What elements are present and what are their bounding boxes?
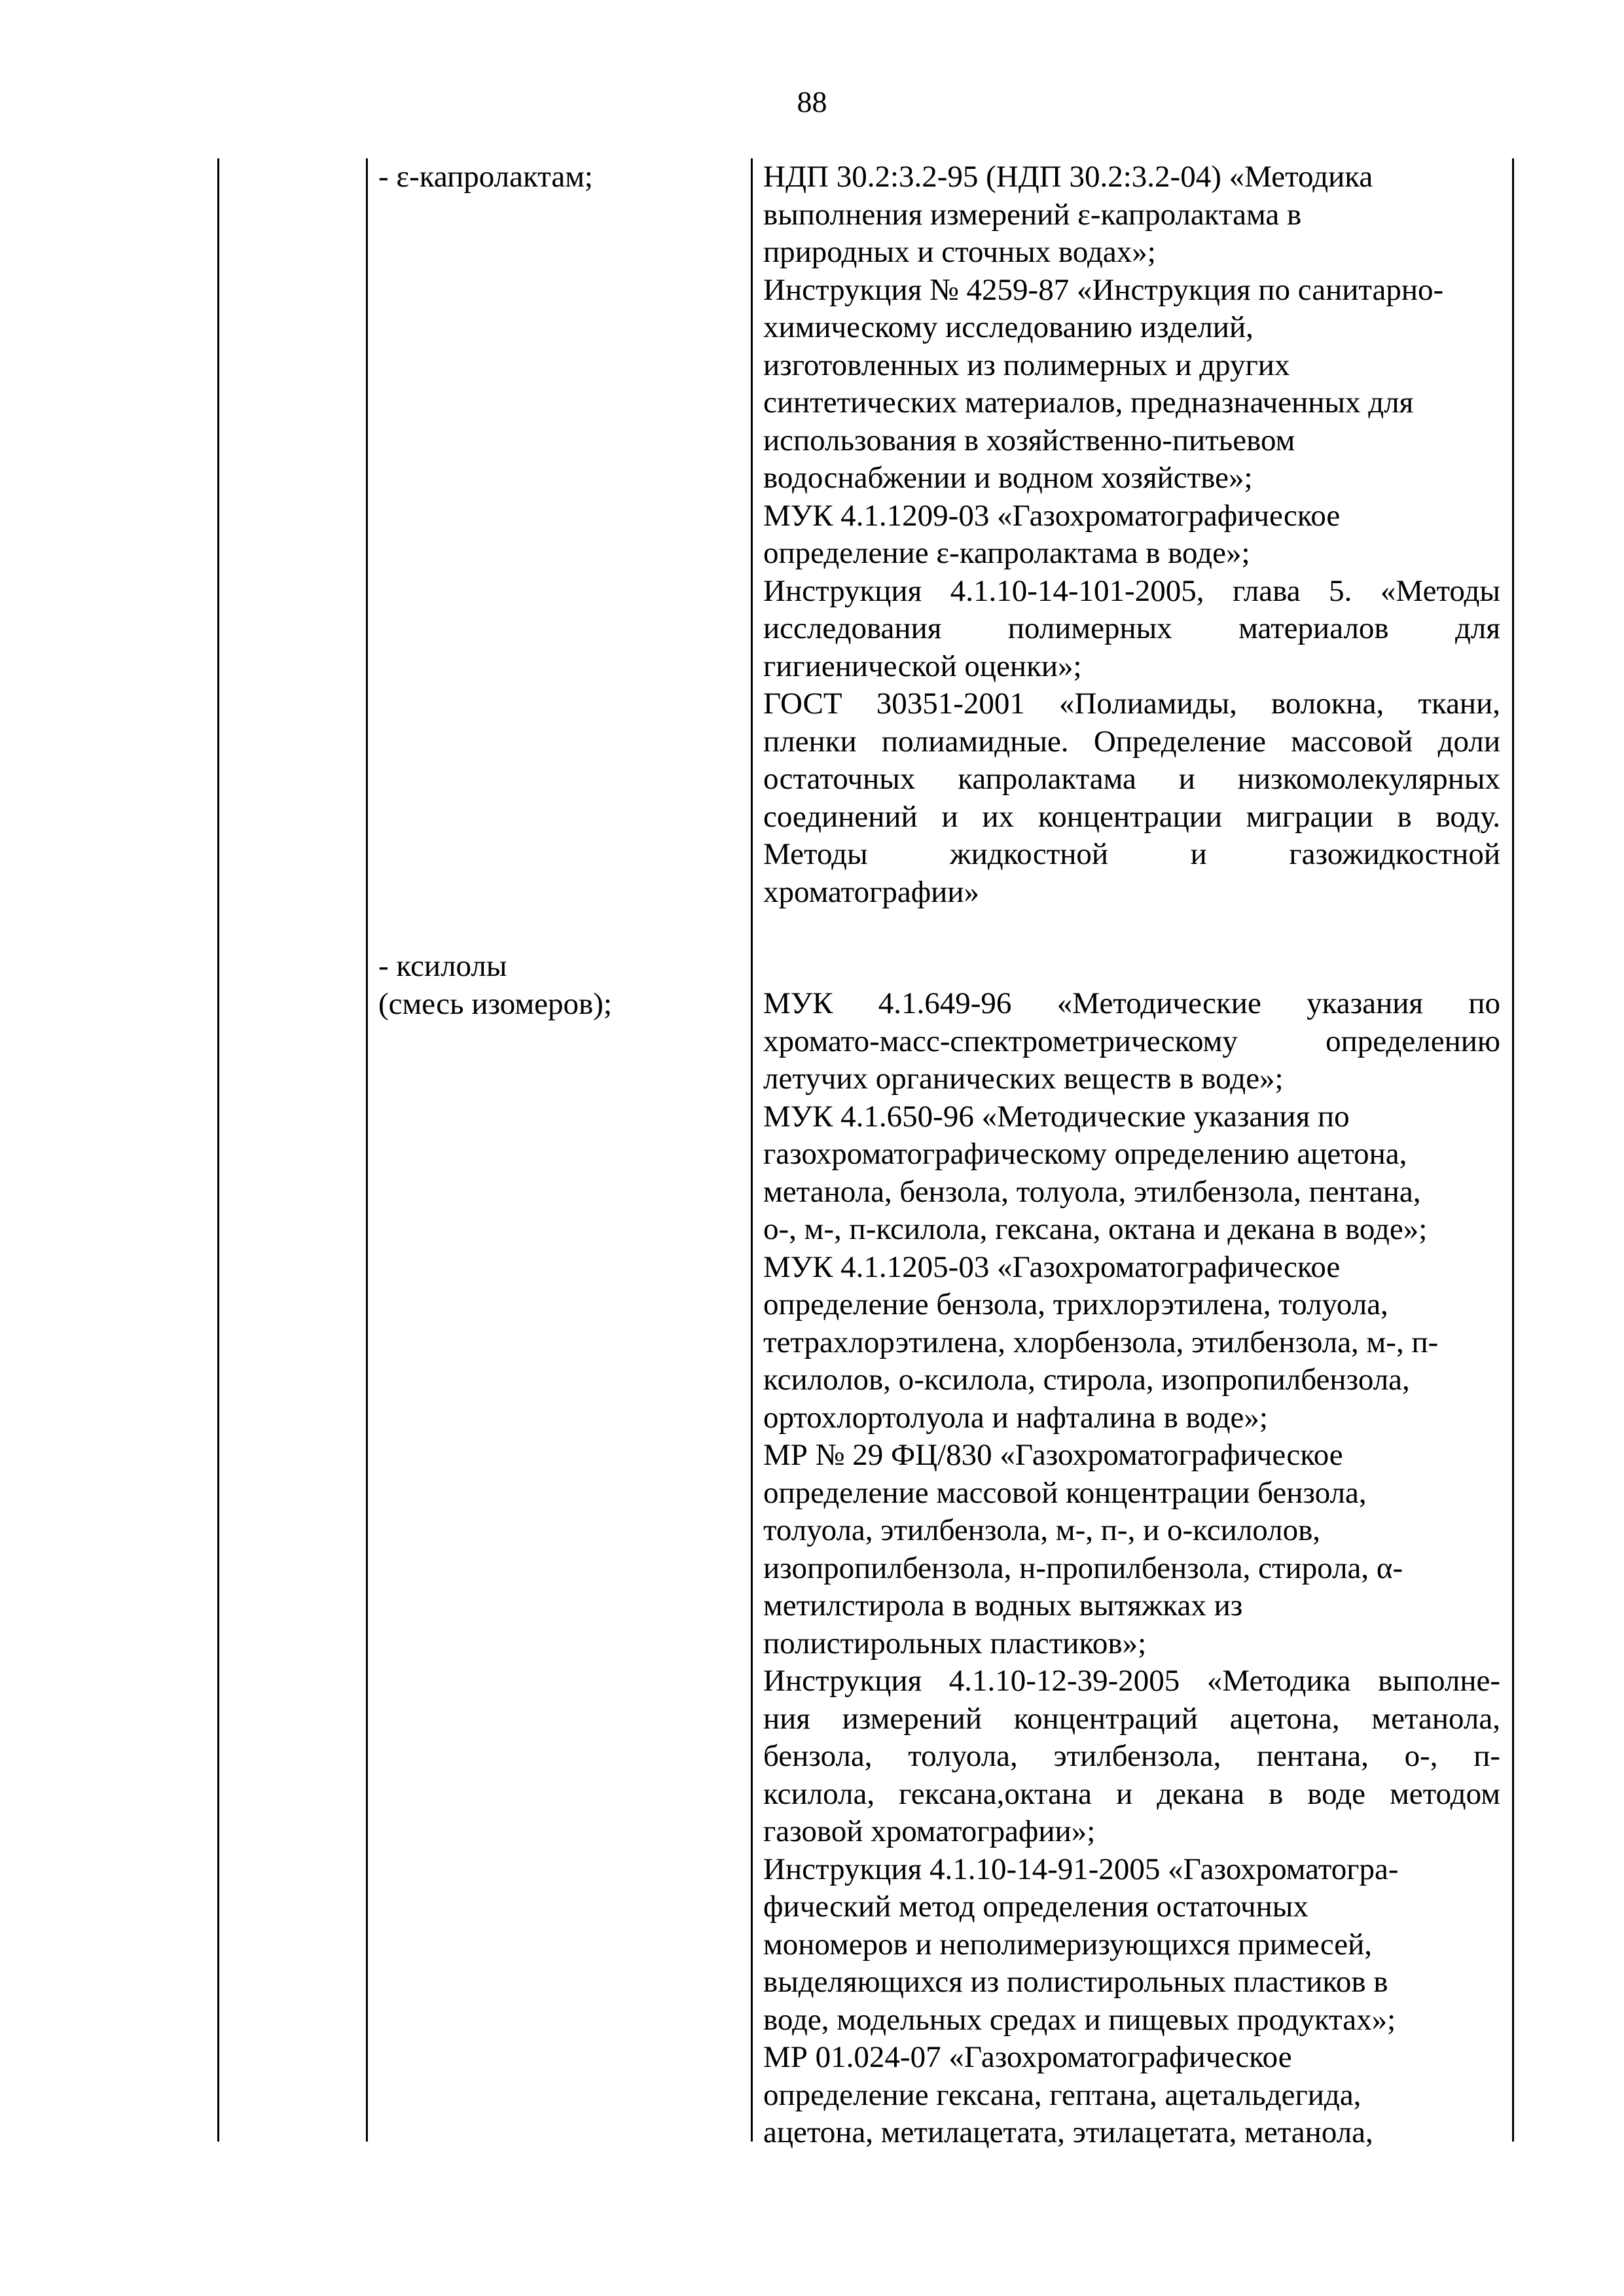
- method-line: фический метод определения остаточных: [763, 1890, 1308, 1924]
- method-line: МУК 4.1.1205-03 «Газохроматографическое: [763, 1249, 1341, 1284]
- method-line: МР № 29 ФЦ/830 «Газохроматографическое: [763, 1438, 1343, 1472]
- method-line: Инструкция 4.1.10-12-39-2005 «Методика выполне-: [763, 1664, 1500, 1698]
- method-line: хроматографии»: [763, 874, 979, 909]
- substance-cell-xylenes: [378, 948, 738, 1023]
- method-line: Методы жидкостной и газожидкостной: [763, 837, 1500, 871]
- substance-line: (смесь изомеров);: [378, 986, 612, 1021]
- method-line: ксилола, гексана,октана и декана в воде методом: [763, 1776, 1500, 1811]
- method-line: синтетических материалов, предназначенных для: [763, 386, 1414, 420]
- table-column-divider-2: [751, 158, 753, 2142]
- method-line: Инструкция 4.1.10-14-91-2005 «Газохроматогра-: [763, 1852, 1399, 1886]
- method-line: выделяющихся из полистирольных пластиков в: [763, 1965, 1388, 1999]
- method-line: летучих органических веществ в воде»;: [763, 1062, 1284, 1096]
- page-number: 88: [797, 85, 827, 118]
- method-line: Инструкция № 4259-87 «Инструкция по санитарно-: [763, 272, 1444, 307]
- method-line: определение ε-капролактама в воде»;: [763, 536, 1250, 570]
- method-line: метилстирола в водных вытяжках из: [763, 1588, 1243, 1623]
- method-line: МУК 4.1.649-96 «Методические указания по: [763, 986, 1500, 1020]
- method-line: выполнения измерений ε-капролактама в: [763, 197, 1302, 232]
- method-line: газовой хроматографии»;: [763, 1814, 1096, 1848]
- method-cell-xylenes: [763, 985, 1500, 2152]
- method-line: природных и сточных водах»;: [763, 235, 1156, 269]
- method-line: остаточных капролактама и низкомолекулярных: [763, 762, 1500, 796]
- method-line: ксилолов, о-ксилола, стирола, изопропилбензола,: [763, 1363, 1410, 1397]
- method-line: метанола, бензола, толуола, этилбензола, пентана,: [763, 1174, 1421, 1209]
- table-column-divider-1: [366, 158, 368, 2142]
- method-line: о-, м-, п-ксилола, гексана, октана и декана в воде»;: [763, 1212, 1428, 1246]
- method-line: определение гексана, гептана, ацетальдегида,: [763, 2077, 1362, 2112]
- method-cell-caprolactam: [763, 158, 1500, 911]
- method-line: толуола, этилбензола, м-, п-, и о-ксилолов,: [763, 1513, 1321, 1547]
- method-line: изготовленных из полимерных и других: [763, 348, 1290, 382]
- table-border-left: [217, 158, 219, 2142]
- method-line: ортохлортолуола и нафталина в воде»;: [763, 1400, 1268, 1435]
- method-line: изопропилбензола, н-пропилбензола, стирола, α-: [763, 1551, 1403, 1585]
- method-line: мономеров и неполимеризующихся примесей,: [763, 1927, 1373, 1962]
- method-line: использования в хозяйственно-питьевом: [763, 423, 1295, 457]
- substance-cell-caprolactam: [378, 158, 738, 196]
- method-line: МУК 4.1.650-96 «Методические указания по: [763, 1099, 1350, 1134]
- substance-line: - ε-капролактам;: [378, 160, 593, 194]
- method-line: Инструкция 4.1.10-14-101-2005, глава 5. «Методы: [763, 573, 1500, 608]
- table-border-right: [1512, 158, 1514, 2142]
- method-line: воде, модельных средах и пищевых продуктах»;: [763, 2002, 1396, 2037]
- method-line: ния измерений концентраций ацетона, метанола,: [763, 1701, 1500, 1736]
- method-line: исследования полимерных материалов для: [763, 611, 1500, 645]
- method-line: бензола, толуола, этилбензола, пентана, о-, п-: [763, 1739, 1500, 1773]
- method-line: газохроматографическому определению ацетона,: [763, 1137, 1407, 1171]
- method-line: полистирольных пластиков»;: [763, 1626, 1147, 1660]
- method-line: МР 01.024-07 «Газохроматографическое: [763, 2040, 1292, 2074]
- method-line: химическому исследованию изделий,: [763, 310, 1254, 344]
- method-line: определение массовой концентрации бензола,: [763, 1475, 1367, 1510]
- method-line: хромато-масс-спектрометрическому определению: [763, 1024, 1500, 1058]
- method-line: ацетона, метилацетата, этилацетата, метанола,: [763, 2115, 1373, 2149]
- method-line: тетрахлорэтилена, хлорбензола, этилбензола, м-, п-: [763, 1325, 1439, 1359]
- method-line: МУК 4.1.1209-03 «Газохроматографическое: [763, 498, 1341, 533]
- substance-line: - ксилолы: [378, 949, 507, 983]
- method-line: водоснабжении и водном хозяйстве»;: [763, 461, 1253, 495]
- method-line: соединений и их концентрации миграции в воду.: [763, 799, 1500, 834]
- method-line: НДП 30.2:3.2-95 (НДП 30.2:3.2-04) «Методика: [763, 160, 1373, 194]
- method-line: определение бензола, трихлорэтилена, толуола,: [763, 1287, 1388, 1321]
- method-line: ГОСТ 30351-2001 «Полиамиды, волокна, ткани,: [763, 687, 1500, 721]
- method-line: гигиенической оценки»;: [763, 649, 1082, 683]
- method-line: пленки полиамидные. Определение массовой доли: [763, 724, 1500, 759]
